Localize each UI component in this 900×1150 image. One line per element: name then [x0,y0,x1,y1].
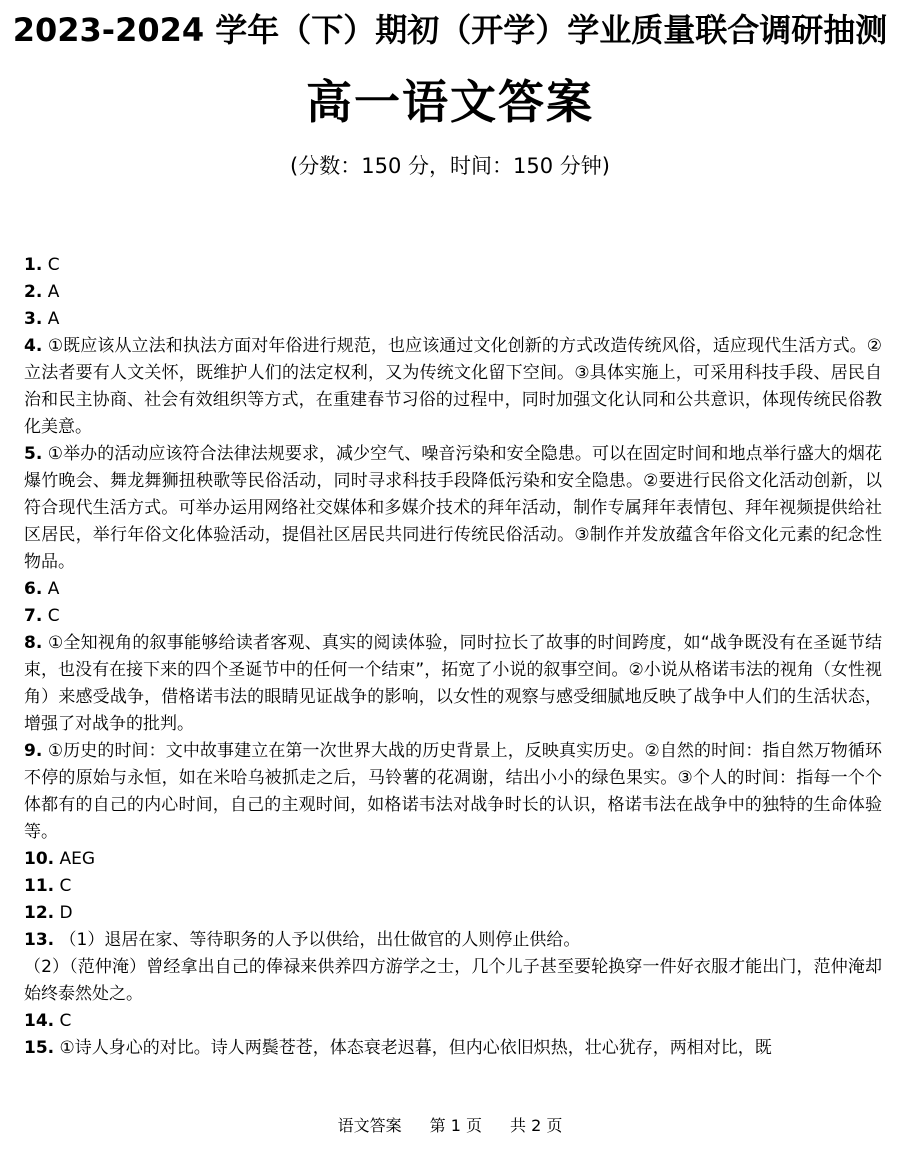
answer-text: ①全知视角的叙事能够给读者客观、真实的阅读体验，同时拉长了故事的时间跨度，如“战争既没有在圣诞节结束，也没有在接下来的四个圣诞节中的任何一个结束”，拓宽了小说的叙事空间。②小说从格诺韦法的视角（女性视角）来感受战争，借格诺韦法的眼睛见证战争的影响，以女性的观察与感受细腻地反映了战争中人们的生活状态，增强了对战争的批判。 [24,633,883,734]
answer-text: ①历史的时间：文中故事建立在第一次世界大战的历史背景上，反映真实历史。②自然的时间：指自然万物循环不停的原始与永恒，如在米哈乌被抓走之后，马铃薯的花凋谢，结出小小的绿色果实。③个人的时间：指每一个个体都有的自己的内心时间，自己的主观时间，如格诺韦法对战争时长的认识，格诺韦法在战争中的独特的生命体验等。 [24,741,883,842]
answer-item [24,252,882,279]
answer-number: 6. [24,579,43,599]
answer-item [24,1035,882,1062]
page-footer [0,1114,900,1138]
answer-number: 14. [24,1011,55,1031]
answer-text: A [47,579,60,599]
answer-number: 9. [24,741,43,761]
answer-item [24,927,882,954]
answer-item [24,333,882,441]
answer-text: ①既应该从立法和执法方面对年俗进行规范，也应该通过文化创新的方式改造传统风俗，适应现代生活方式。②立法者要有人文关怀，既维护人们的法定权利，又为传统文化留下空间。③具体实施上，可采用科技手段、居民自治和民主协商、社会有效组织等方式，在重建春节习俗的过程中，同时加强文化认同和公共意识，体现传统民俗教化美意。 [24,336,883,437]
answer-item [24,630,882,738]
answer-item [24,441,882,576]
footer-page-number: 第 1 页 [429,1116,482,1135]
answer-number: 3. [24,309,43,329]
answer-item [24,900,882,927]
answer-number: 2. [24,282,43,302]
answer-number: 10. [24,849,55,869]
answer-item [24,846,882,873]
answer-text: A [47,282,60,302]
answer-item [24,954,882,1008]
answer-number: 7. [24,606,43,626]
answer-number: 15. [24,1038,55,1058]
answer-text: C [47,255,60,275]
answer-number: 13. [24,930,55,950]
page-title: 高一语文答案 [306,75,594,129]
answer-item [24,1008,882,1035]
score-time-note: (分数：150 分，时间：150 分钟) [290,154,610,178]
answer-item [24,576,882,603]
footer-page-total: 共 2 页 [510,1116,563,1135]
answer-item [24,738,882,846]
answer-text: （1）退居在家、等待职务的人予以供给，出仕做官的人则停止供给。 [59,930,581,950]
answer-item [24,279,882,306]
answer-text: A [47,309,60,329]
answer-text: ①举办的活动应该符合法律法规要求，减少空气、噪音污染和安全隐患。可以在固定时间和地点举行盛大的烟花爆竹晚会、舞龙舞狮扭秧歌等民俗活动，同时寻求科技手段降低污染和安全隐患。②要进行民俗文化活动创新，以符合现代生活方式。可举办运用网络社交媒体和多媒介技术的拜年活动，制作专属拜年表情包、拜年视频提供给社区居民，举行年俗文化体验活动，提倡社区居民共同进行传统民俗活动。③制作并发放蕴含年俗文化元素的纪念性物品。 [24,444,882,572]
answer-text: D [59,903,73,923]
answer-text: （2）（范仲淹）曾经拿出自己的俸禄来供养四方游学之士，几个儿子甚至要轮换穿一件好衣服才能出门，范仲淹却始终泰然处之。 [24,957,882,1004]
answer-text: C [59,1011,72,1031]
answer-number: 5. [24,444,43,464]
answer-item [24,603,882,630]
answer-text: C [59,876,72,896]
footer-subject: 语文答案 [337,1116,402,1135]
answer-number: 8. [24,633,43,653]
answer-text: ①诗人身心的对比。诗人两鬓苍苍，体态衰老迟暮，但内心依旧炽热，壮心犹存，两相对比，既 [59,1038,772,1058]
answer-number: 1. [24,255,43,275]
answer-number: 11. [24,876,55,896]
answer-number: 12. [24,903,55,923]
exam-title: 2023-2024 学年（下）期初（开学）学业质量联合调研抽测 [12,11,888,49]
answer-item [24,873,882,900]
answer-text: AEG [59,849,96,869]
answer-text: C [47,606,60,626]
answer-item [24,306,882,333]
answer-number: 4. [24,336,43,356]
answer-list [24,252,882,1062]
